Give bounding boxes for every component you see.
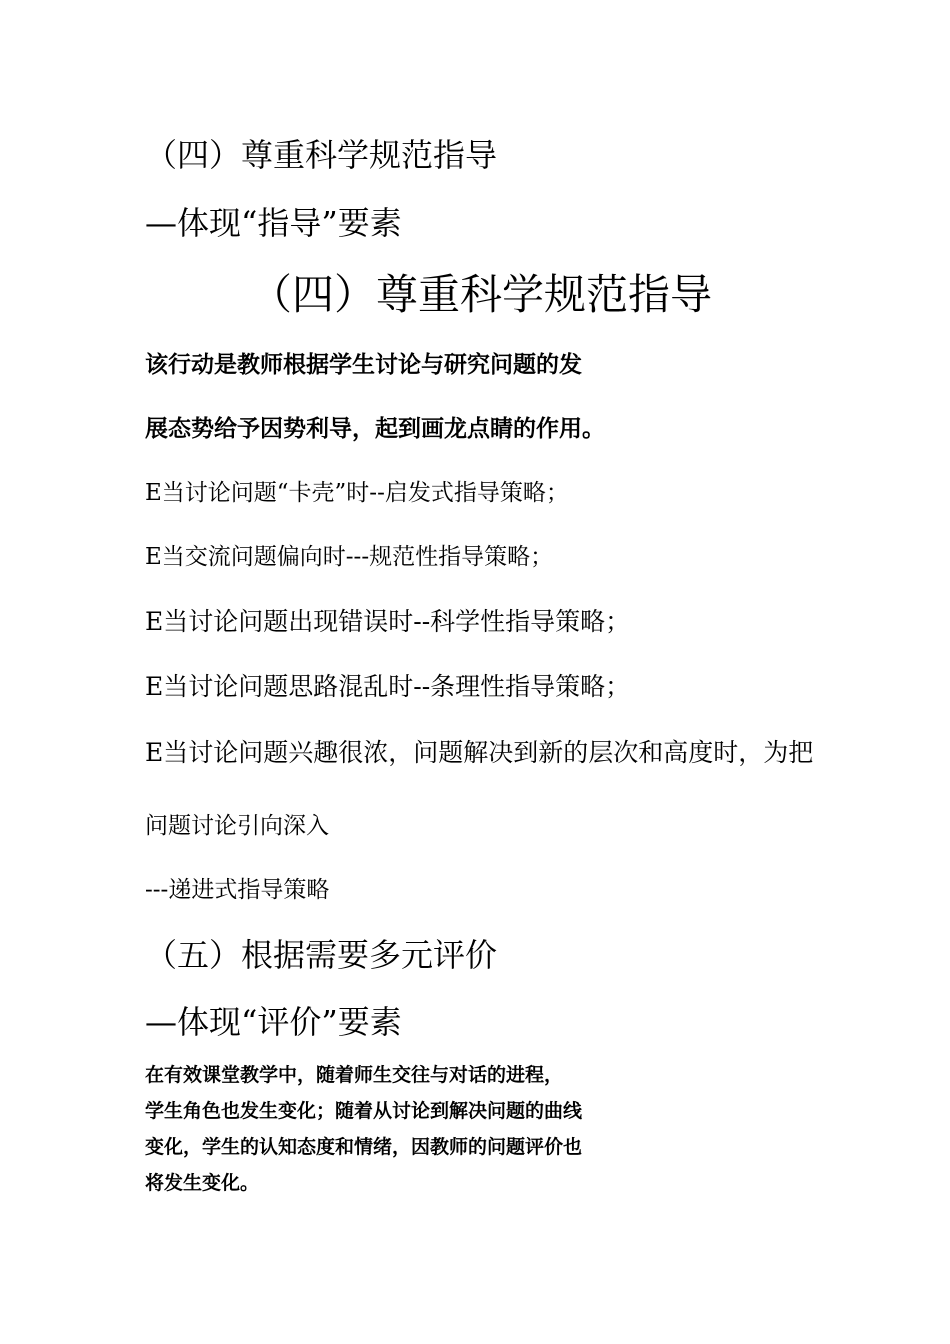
strategy-item: E当讨论问题出现错误时--科学性指导策略； (145, 607, 631, 636)
section-5-body-line: 在有效课堂教学中，随着师生交往与对话的进程， (145, 1064, 564, 1086)
strategy-item-continuation: ---递进式指导策略 (145, 877, 330, 903)
section-5-body-line: 学生角色也发生变化；随着从讨论到解决问题的曲线 (145, 1100, 583, 1122)
intro-line-1: 该行动是教师根据学生讨论与研究问题的发 (145, 351, 582, 378)
section-5-body-line: 变化，学生的认知态度和情绪，因教师的问题评价也 (145, 1136, 583, 1158)
section-4-subheading: —体现“指导”要素 (145, 204, 402, 242)
section-5-body-line: 将发生变化。 (145, 1172, 260, 1194)
strategy-item: E当讨论问题“卡壳”时--启发式指导策略； (145, 480, 569, 506)
intro-line-2: 展态势给予因势利导，起到画龙点睛的作用。 (145, 415, 605, 442)
section-4-title: （四）尊重科学规范指导 (250, 270, 713, 319)
strategy-item: E当交流问题偏向时---规范性指导策略； (145, 544, 554, 570)
section-5-subheading: —体现“评价”要素 (145, 1003, 402, 1041)
strategy-item: E当讨论问题兴趣很浓，问题解决到新的层次和高度时，为把 (145, 738, 814, 767)
strategy-item: E当讨论问题思路混乱时--条理性指导策略； (145, 672, 631, 701)
section-5-heading: （五）根据需要多元评价 (145, 936, 498, 974)
section-4-heading: （四）尊重科学规范指导 (145, 136, 498, 174)
strategy-item-continuation: 问题讨论引向深入 (145, 813, 329, 839)
